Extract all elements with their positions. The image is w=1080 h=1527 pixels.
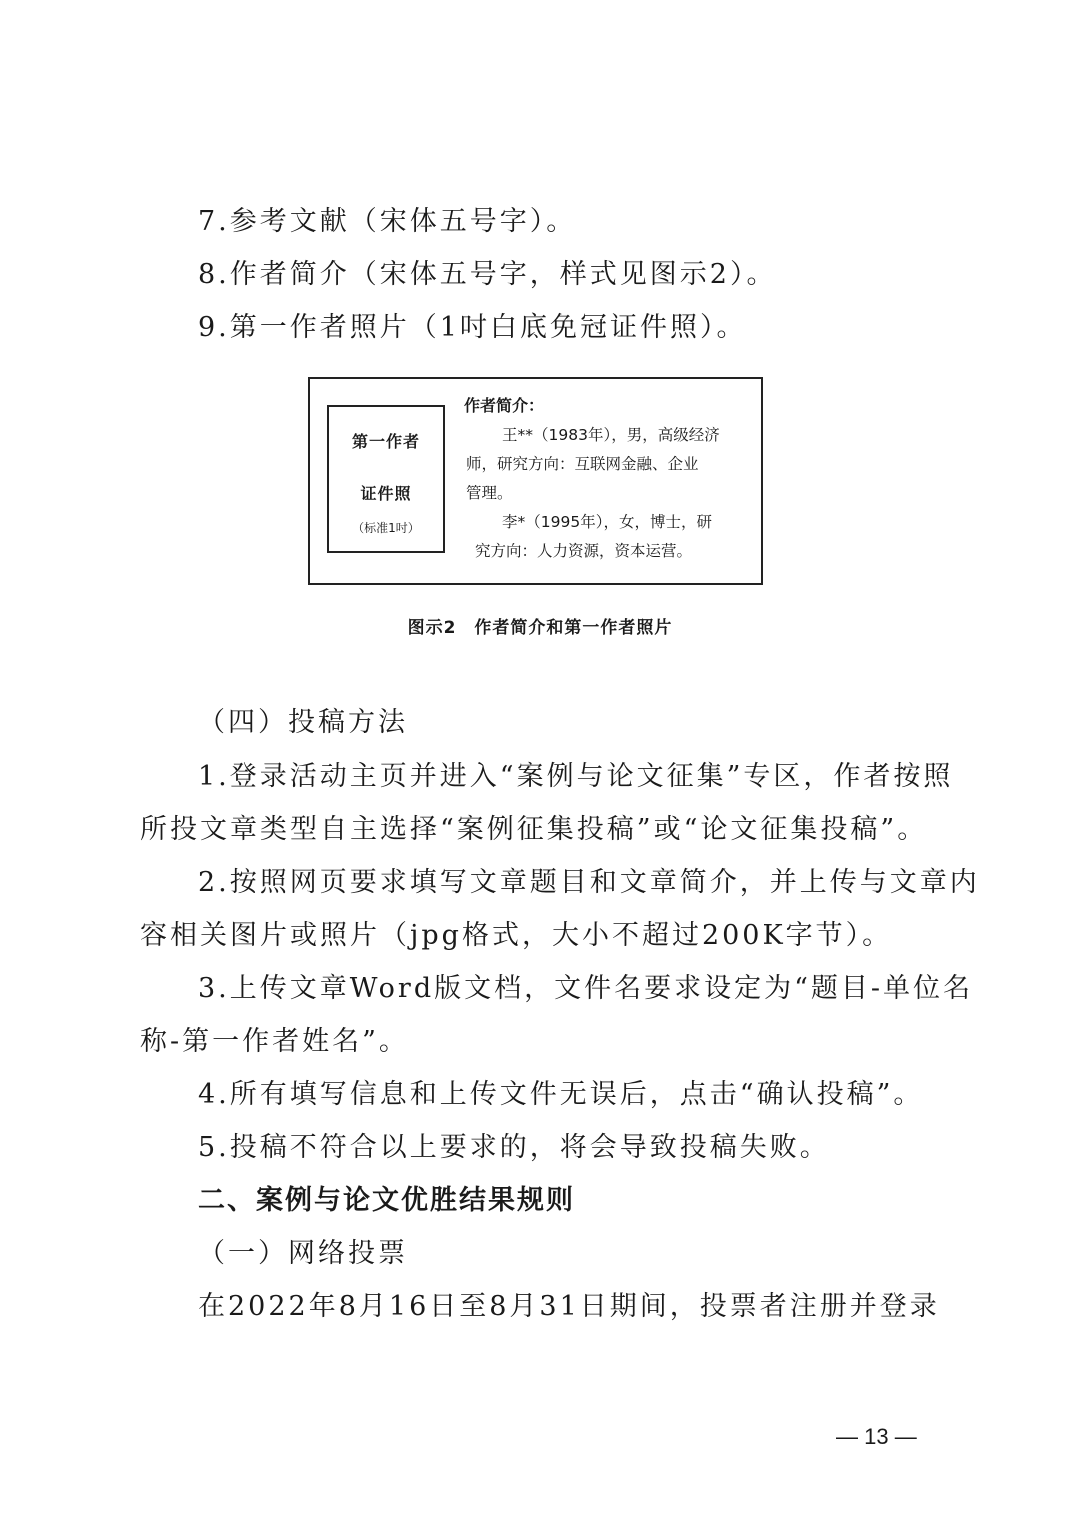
photo-label-line3: （标准1吋） (352, 521, 420, 535)
paragraph-line: 所投文章类型自主选择“案例征集投稿”或“论文征集投稿”。 (140, 814, 928, 845)
figure-caption: 图示2 作者简介和第一作者照片 (407, 618, 673, 638)
paragraph-line: 1.登录活动主页并进入“案例与论文征集”专区，作者按照 (198, 761, 954, 792)
bio-line: 管理。 (466, 484, 513, 502)
author-figure-box (308, 377, 763, 585)
item-9: 9.第一作者照片（1吋白底免冠证件照）。 (198, 312, 747, 343)
paragraph-line: 称-第一作者姓名”。 (140, 1026, 409, 1057)
bio-line: 王**（1983年），男，高级经济 (502, 426, 720, 444)
item-7: 7.参考文献（宋体五号字）。 (198, 206, 577, 237)
paragraph-line: 3.上传文章Word版文档，文件名要求设定为“题目-单位名 (198, 973, 974, 1004)
sub-heading-voting: （一）网络投票 (198, 1238, 408, 1269)
page-number: — 13 — (836, 1424, 917, 1449)
photo-placeholder (327, 405, 445, 553)
section-heading-results: 二、案例与论文优胜结果规则 (198, 1185, 575, 1216)
section-heading-submission: （四）投稿方法 (198, 707, 408, 738)
bio-line: 究方向：人力资源，资本运营。 (475, 542, 693, 560)
bio-line: 师，研究方向：互联网金融、企业 (466, 455, 699, 473)
paragraph-line: 4.所有填写信息和上传文件无误后，点击“确认投稿”。 (198, 1079, 924, 1110)
item-8: 8.作者简介（宋体五号字，样式见图示2）。 (198, 259, 777, 290)
photo-label-line2: 证件照 (360, 484, 412, 503)
bio-line: 李*（1995年），女，博士，研 (502, 513, 712, 531)
bio-title: 作者简介： (464, 396, 545, 415)
paragraph-line: 在2022年8月16日至8月31日期间，投票者注册并登录 (198, 1291, 940, 1322)
paragraph-line: 2.按照网页要求填写文章题目和文章简介，并上传与文章内 (198, 867, 980, 898)
paragraph-line: 容相关图片或照片（jpg格式，大小不超过200K字节）。 (140, 920, 893, 951)
photo-label-line1: 第一作者 (351, 432, 420, 451)
paragraph-line: 5.投稿不符合以上要求的，将会导致投稿失败。 (198, 1132, 830, 1163)
